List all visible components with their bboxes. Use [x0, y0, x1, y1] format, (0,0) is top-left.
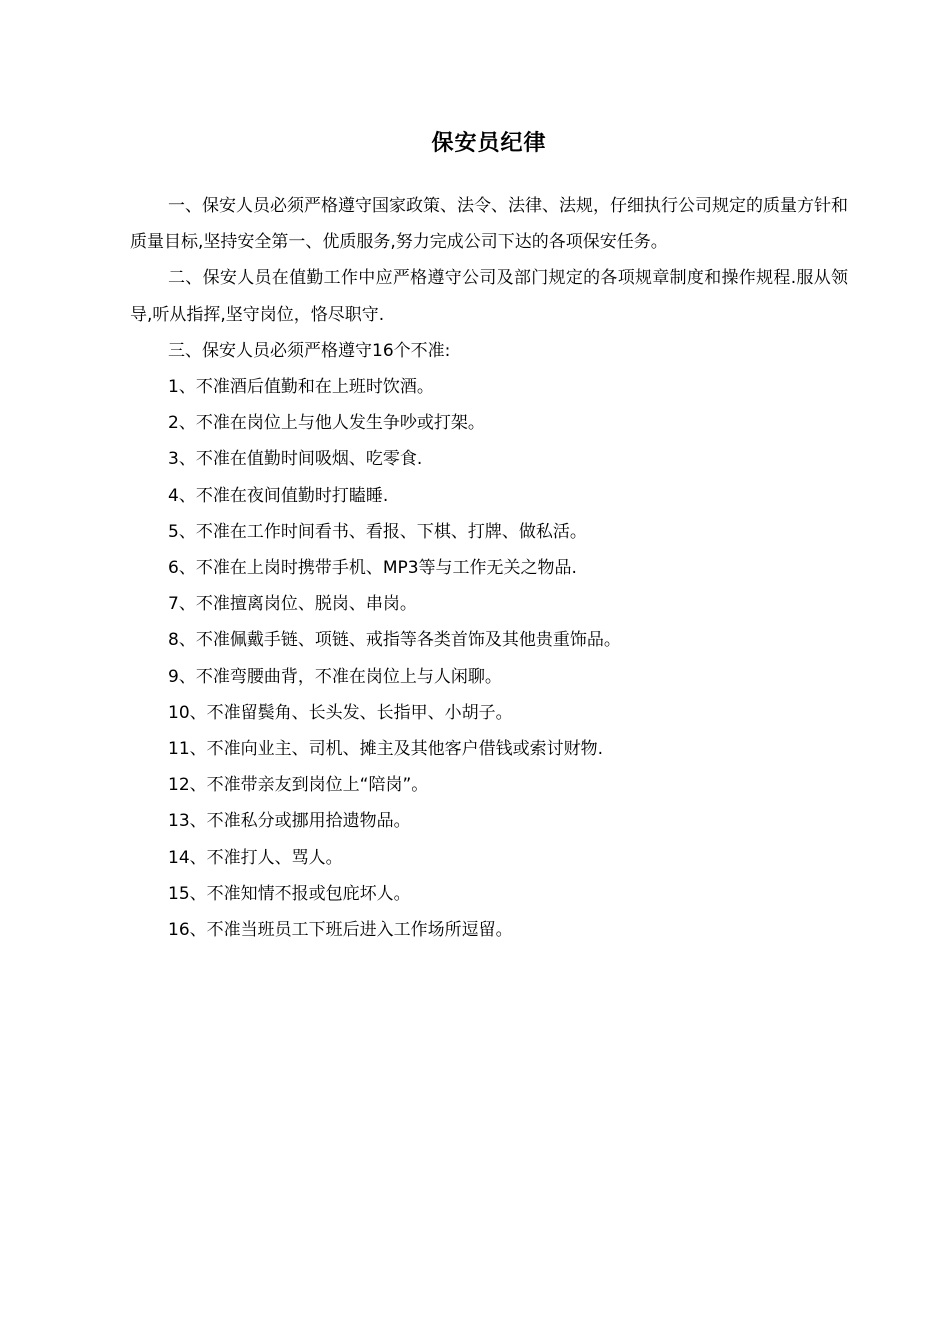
document-body [130, 188, 848, 948]
rule-item: 1、不准酒后值勤和在上班时饮酒。 [168, 377, 434, 398]
rule-item: 13、不准私分或挪用拾遗物品。 [168, 811, 411, 832]
rule-item: 8、不准佩戴手链、项链、戒指等各类首饰及其他贵重饰品。 [168, 630, 621, 651]
rule-item: 11、不准向业主、司机、摊主及其他客户借钱或索讨财物. [168, 739, 604, 760]
rule-item: 9、不准弯腰曲背，不准在岗位上与人闲聊。 [168, 666, 502, 687]
rule-item: 5、不准在工作时间看书、看报、下棋、打牌、做私活。 [168, 521, 587, 542]
rule-item: 14、不准打人、骂人。 [168, 847, 343, 868]
paragraph-2: 二、保安人员在值勤工作中应严格遵守公司及部门规定的各项规章制度和操作规程.服从领导,听从指挥,坚守岗位，恪尽职守. [130, 268, 848, 325]
paragraph-3: 三、保安人员必须严格遵守16个不准: [168, 340, 451, 361]
document-title: 保安员纪律 [431, 131, 547, 156]
rule-item: 16、不准当班员工下班后进入工作场所逗留。 [168, 920, 513, 941]
paragraph-1: 一、保安人员必须严格遵守国家政策、法令、法律、法规，仔细执行公司规定的质量方针和质量目标,坚持安全第一、优质服务,努力完成公司下达的各项保安任务。 [130, 196, 848, 253]
rule-list [130, 369, 848, 948]
rule-item: 6、不准在上岗时携带手机、MP3等与工作无关之物品. [168, 558, 577, 579]
rule-item: 12、不准带亲友到岗位上“陪岗”。 [168, 775, 429, 796]
rule-item: 10、不准留鬓角、长头发、长指甲、小胡子。 [168, 702, 513, 723]
rule-item: 3、不准在值勤时间吸烟、吃零食. [168, 449, 423, 470]
rule-item: 7、不准擅离岗位、脱岗、串岗。 [168, 594, 417, 615]
rule-item: 2、不准在岗位上与他人发生争吵或打架。 [168, 413, 485, 434]
rule-item: 15、不准知情不报或包庇坏人。 [168, 883, 411, 904]
rule-item: 4、不准在夜间值勤时打瞌睡. [168, 485, 389, 506]
